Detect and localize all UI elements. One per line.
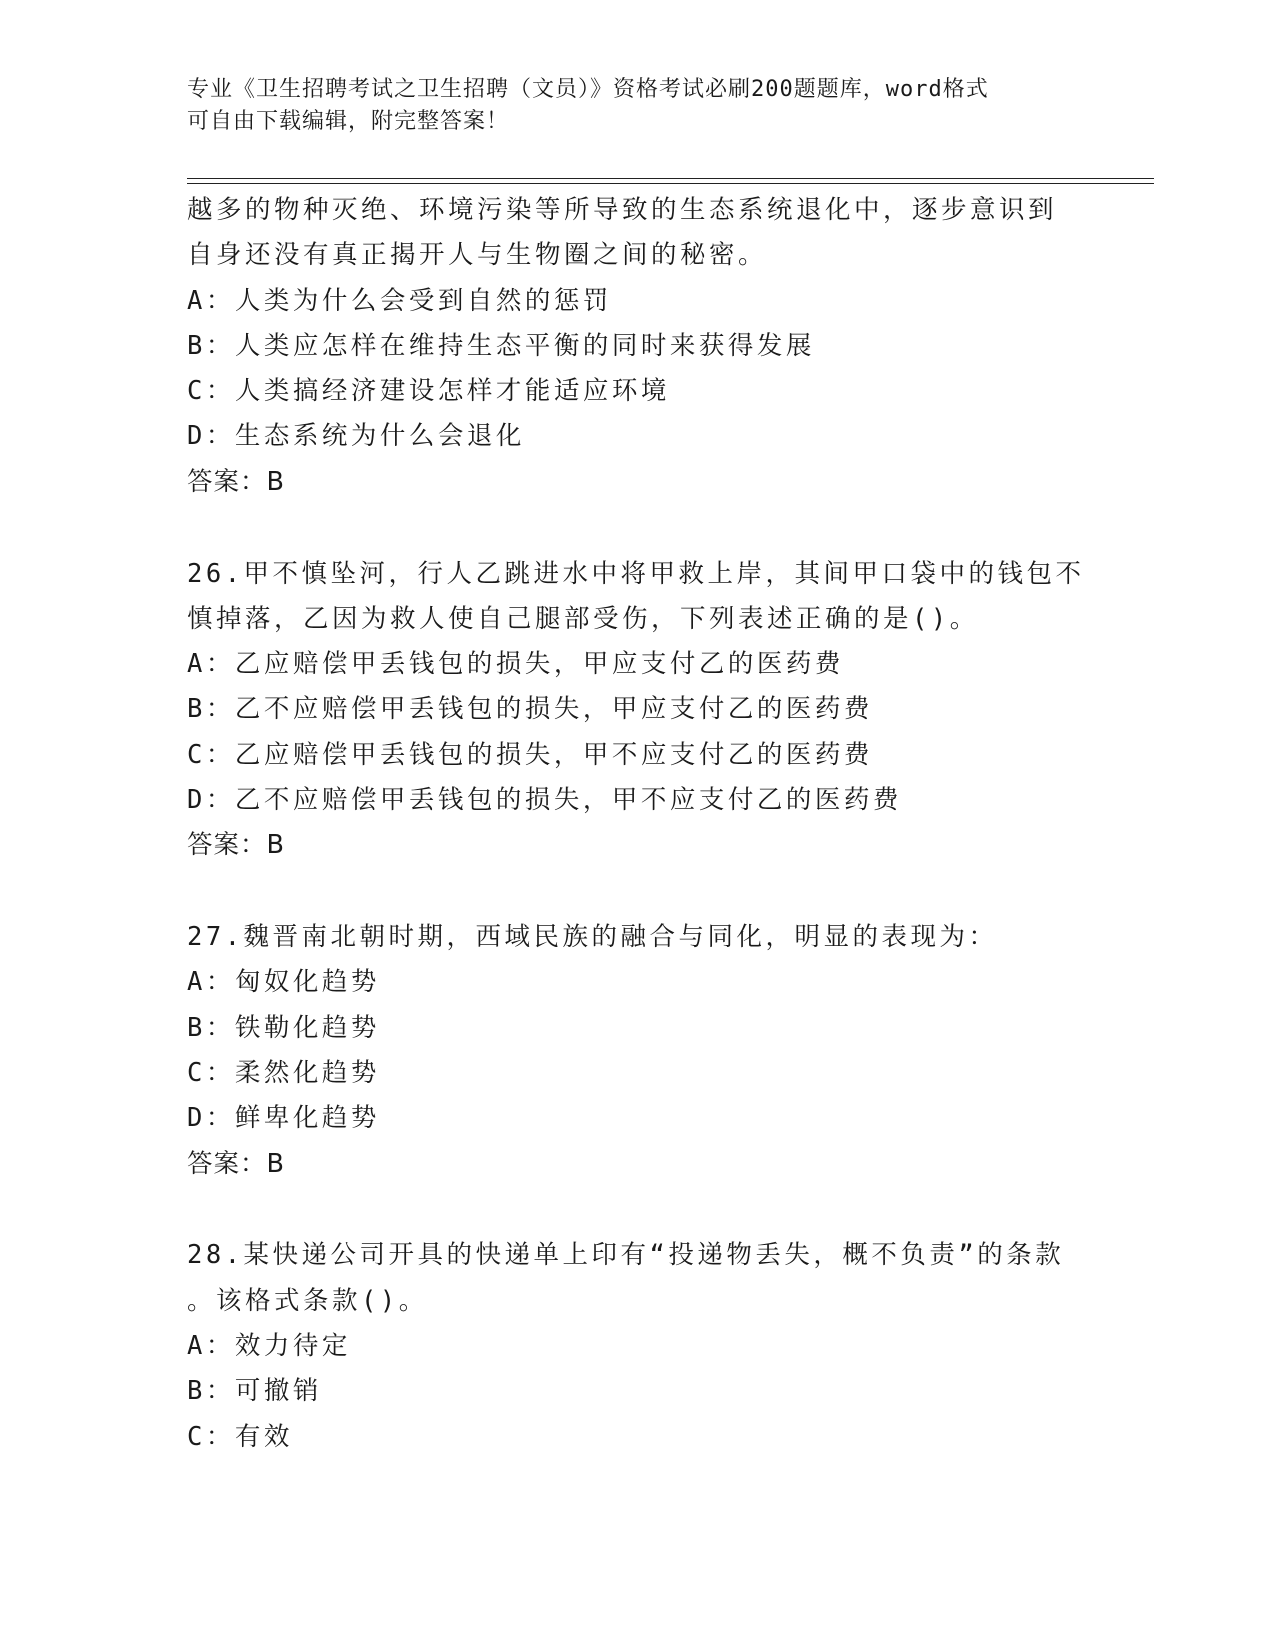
question-spacer bbox=[187, 505, 1087, 552]
header-title-line2: 可自由下载编辑，附完整答案！ bbox=[187, 109, 510, 134]
option-a: A：效力待定 bbox=[187, 1331, 351, 1362]
question-spacer bbox=[187, 1187, 1087, 1234]
answer-line: 答案：B bbox=[187, 830, 285, 861]
option-d: D：鲜卑化趋势 bbox=[187, 1103, 380, 1134]
header-title-line1: 专业《卫生招聘考试之卫生招聘（文员）》资格考试必刷200题题库，word格式 bbox=[187, 77, 989, 102]
question-list bbox=[187, 188, 1087, 1460]
question-stem-line: 慎掉落，乙因为救人使自己腿部受伤，下列表述正确的是()。 bbox=[187, 603, 979, 634]
question-stem-line: 26.甲不慎坠河，行人乙跳进水中将甲救上岸，其间甲口袋中的钱包不 bbox=[187, 558, 1085, 589]
option-a: A：人类为什么会受到自然的惩罚 bbox=[187, 285, 612, 316]
question-25 bbox=[187, 188, 1087, 505]
question-stem-line: 。该格式条款()。 bbox=[187, 1285, 428, 1316]
answer-line: 答案：B bbox=[187, 466, 285, 497]
header-divider-top bbox=[187, 178, 1154, 179]
option-c: C：有效 bbox=[187, 1421, 293, 1452]
question-27 bbox=[187, 915, 1087, 1187]
option-c: C：柔然化趋势 bbox=[187, 1058, 380, 1089]
option-a: A：乙应赔偿甲丢钱包的损失，甲应支付乙的医药费 bbox=[187, 649, 844, 680]
header-divider-bottom bbox=[187, 183, 1154, 184]
option-c: C：人类搞经济建设怎样才能适应环境 bbox=[187, 376, 670, 407]
question-26 bbox=[187, 552, 1087, 869]
question-28 bbox=[187, 1233, 1087, 1459]
option-b: B：人类应怎样在维持生态平衡的同时来获得发展 bbox=[187, 330, 815, 361]
option-b: B：乙不应赔偿甲丢钱包的损失，甲应支付乙的医药费 bbox=[187, 694, 873, 725]
option-b: B：可撤销 bbox=[187, 1376, 322, 1407]
option-a: A：匈奴化趋势 bbox=[187, 967, 380, 998]
question-stem-line: 自身还没有真正揭开人与生物圈之间的秘密。 bbox=[187, 240, 768, 271]
question-stem-line: 越多的物种灭绝、环境污染等所导致的生态系统退化中，逐步意识到 bbox=[187, 195, 1058, 225]
option-c: C：乙应赔偿甲丢钱包的损失，甲不应支付乙的医药费 bbox=[187, 739, 873, 770]
option-b: B：铁勒化趋势 bbox=[187, 1012, 380, 1043]
answer-line: 答案：B bbox=[187, 1148, 285, 1179]
question-spacer bbox=[187, 869, 1087, 916]
document-header bbox=[187, 74, 1087, 138]
option-d: D：生态系统为什么会退化 bbox=[187, 421, 525, 452]
option-d: D：乙不应赔偿甲丢钱包的损失，甲不应支付乙的医药费 bbox=[187, 785, 902, 816]
question-stem-line: 27.魏晋南北朝时期，西域民族的融合与同化，明显的表现为： bbox=[187, 922, 998, 953]
question-stem-line: 28.某快递公司开具的快递单上印有“投递物丢失，概不负责”的条款 bbox=[187, 1240, 1065, 1271]
